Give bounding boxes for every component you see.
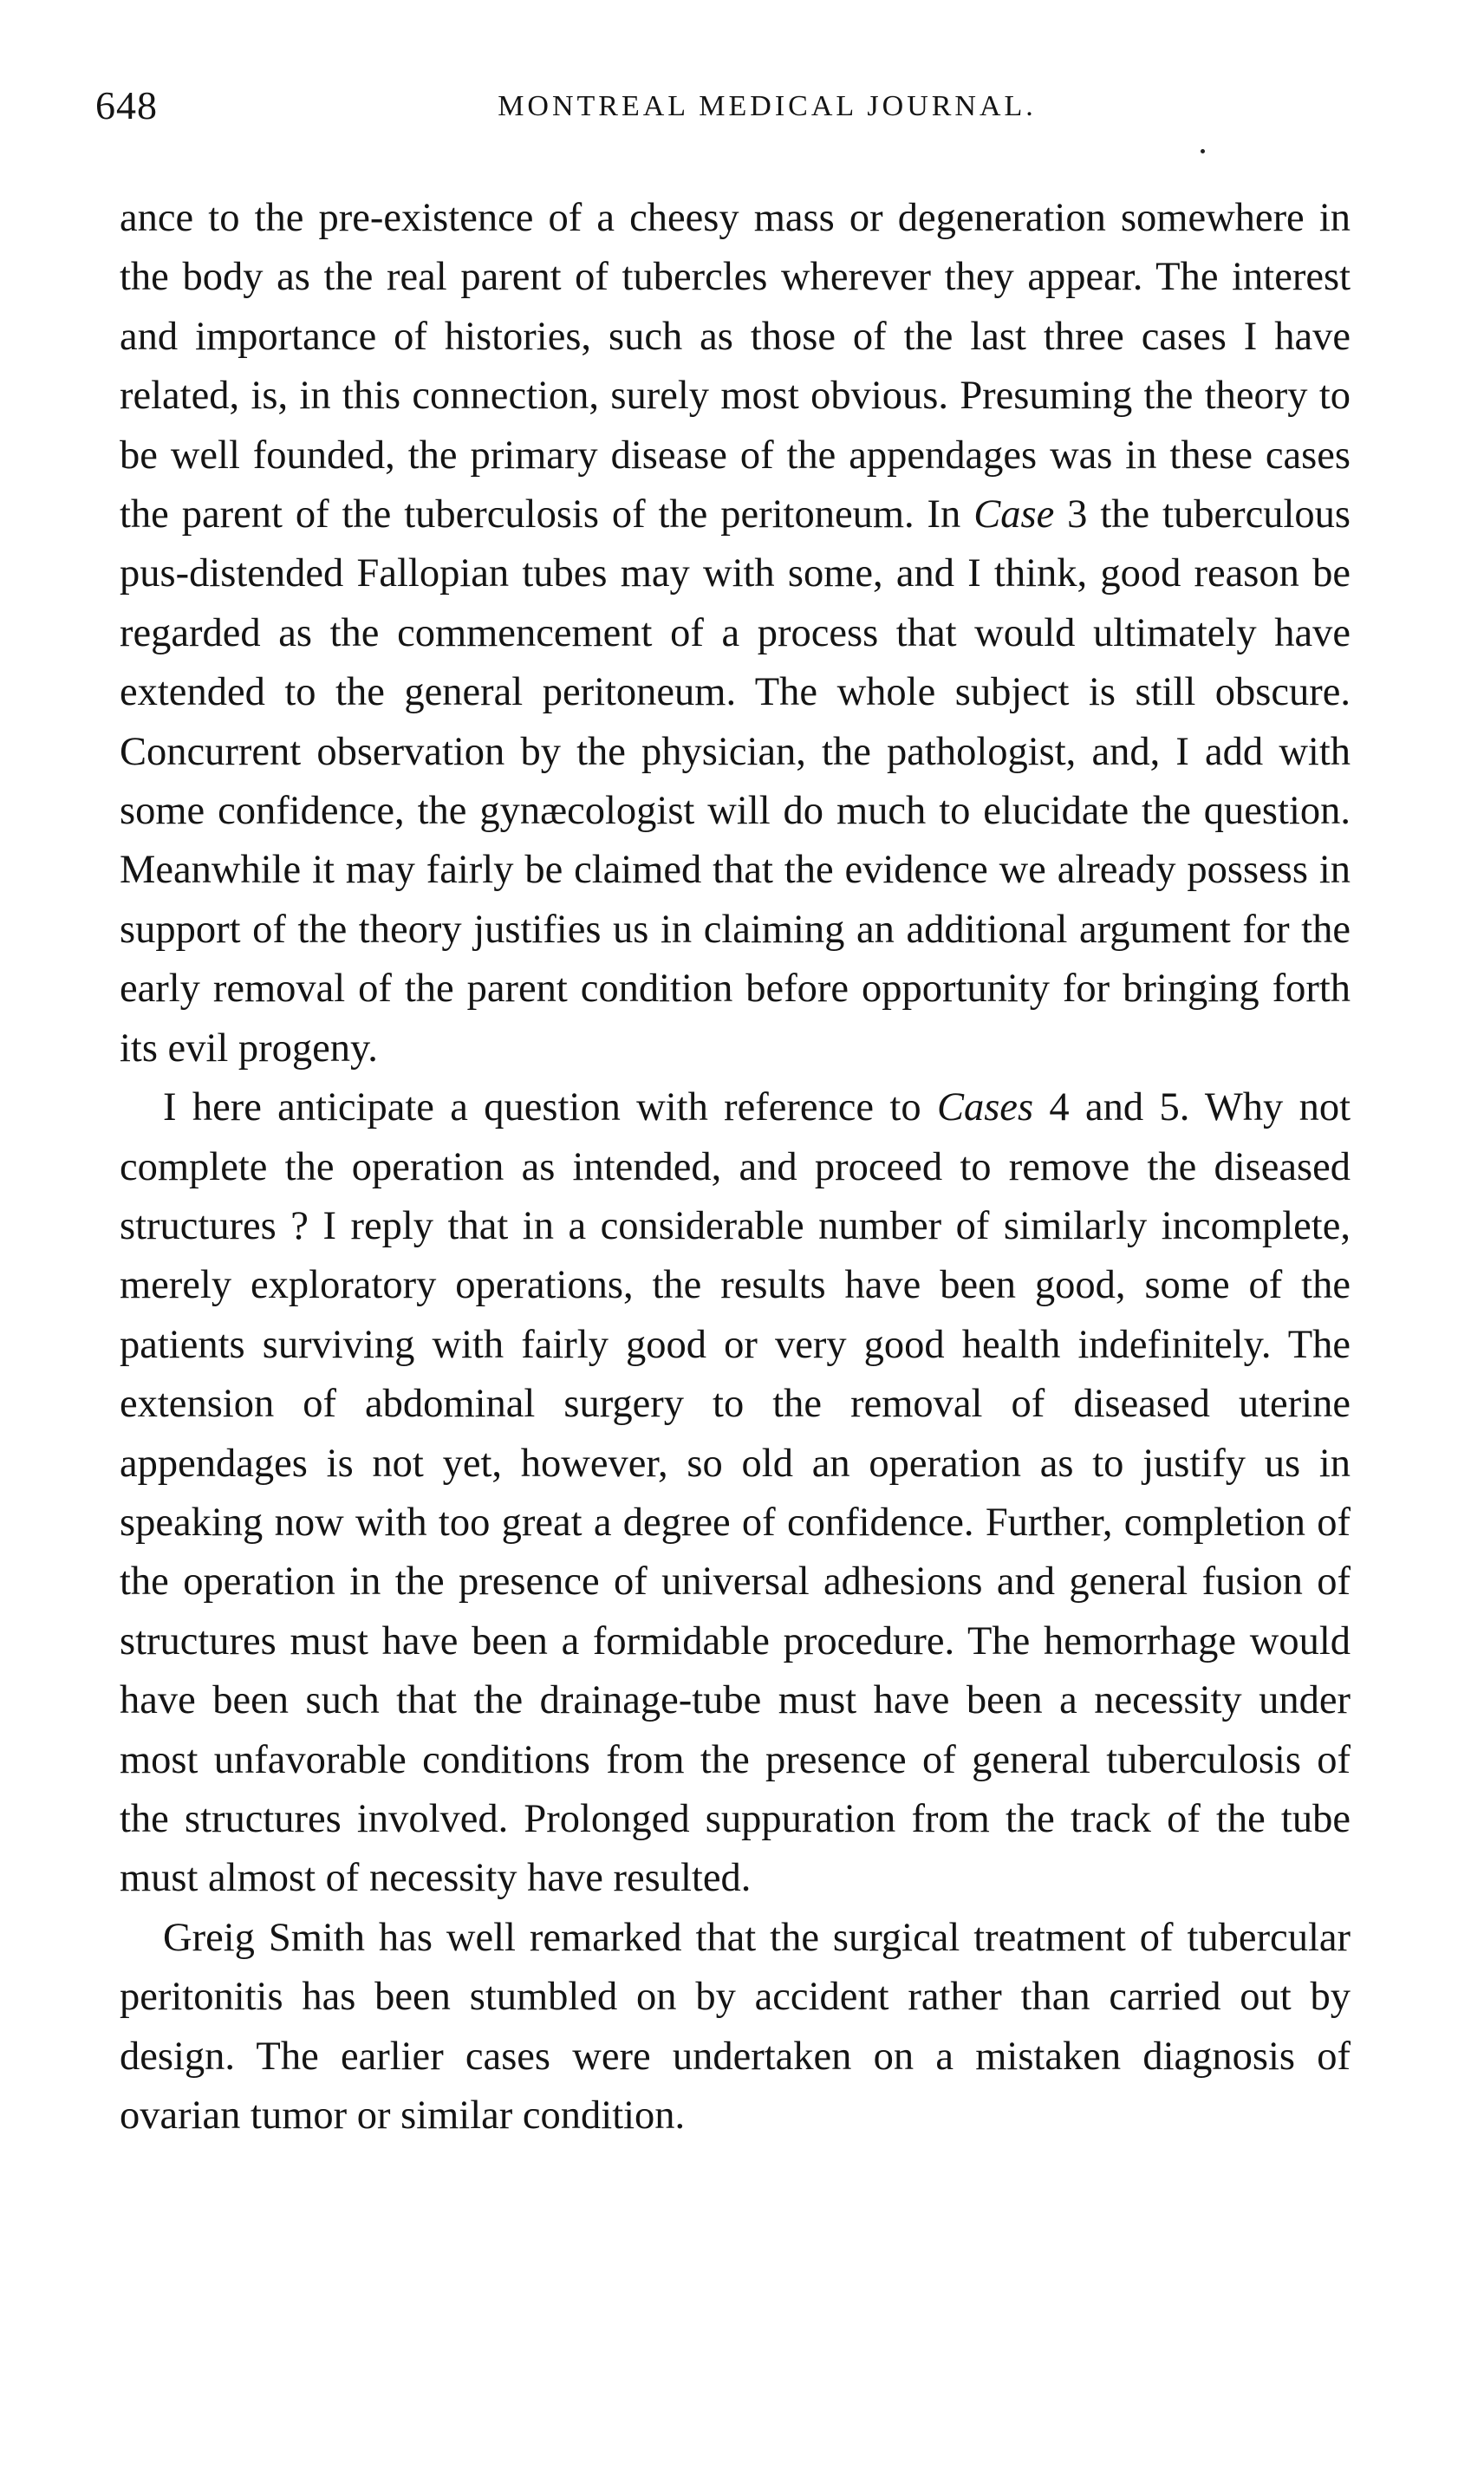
text-segment: 4 and 5. Why not complete the operation as intended, and proceed to remove the diseased structures ? I reply that in a considerable number of similarly incomplete, merely exploratory operations, the results have been good, some of the patients surviving with fairly good or very good health indefinitely. The extension of abdominal surgery to the removal of diseased uterine appendages is not yet, however, so old an operation as to justify us in speaking now with too great a degree of confidence. Further, completion of the operation in the presence of universal adhesions and general fusion of structures must have been a formidable procedure. The hemorrhage would have been such that the drainage-tube must have been a necessity under most unfavorable conditions from the presence of general tuberculosis of the structures involved. Prolonged suppuration from the track of the tube must almost of necessity have resulted. — [120, 1085, 1351, 1901]
italic-case-reference: Cases — [936, 1085, 1034, 1130]
page-header — [95, 80, 1404, 132]
italic-case-reference: Case — [973, 492, 1055, 537]
paragraph-3 — [120, 1909, 1351, 2146]
page-number: 648 — [95, 83, 158, 127]
print-speck — [1201, 149, 1205, 153]
text-segment: 3 the tuberculous pus-distended Fallopian tubes may with some, and I think, good reason be regarded as the commencement of a process that would ultimately have extended to the general peritoneum. The whole subject is still obscure. Concurrent observation by the physician, the pathologist, and, I add with some confidence, the gynæcologist will do much to elucidate the question. Meanwhile it may fairly be claimed that the evidence we already possess in support of the theory justifies us in claiming an additional argument for the early removal of the parent condition before opportunity for bringing forth its evil progeny. — [120, 492, 1351, 1071]
body-text — [120, 189, 1351, 2145]
paragraph-2 — [120, 1078, 1351, 1909]
text-segment: I here anticipate a question with reference to — [163, 1085, 937, 1130]
text-segment: Greig Smith has well remarked that the surgical treatment of tubercular peritonitis has been stumbled on by accident rather than carried out by design. The earlier cases were undertaken on a mistaken diagnosis of ovarian tumor or similar condition. — [120, 1915, 1351, 2138]
text-segment: ance to the pre-existence of a cheesy mass or degeneration somewhere in the body as the real parent of tubercles wherever they appear. The interest and importance of histories, such as those of the last three cases I have related, is, in this connection, surely most obvious. Presuming the theory to be well founded, the primary disease of the appendages was in these cases the parent of the tuberculosis of the peritoneum. In — [120, 196, 1351, 537]
paragraph-1 — [120, 189, 1351, 1078]
running-title: MONTREAL MEDICAL JOURNAL. — [498, 90, 1037, 122]
